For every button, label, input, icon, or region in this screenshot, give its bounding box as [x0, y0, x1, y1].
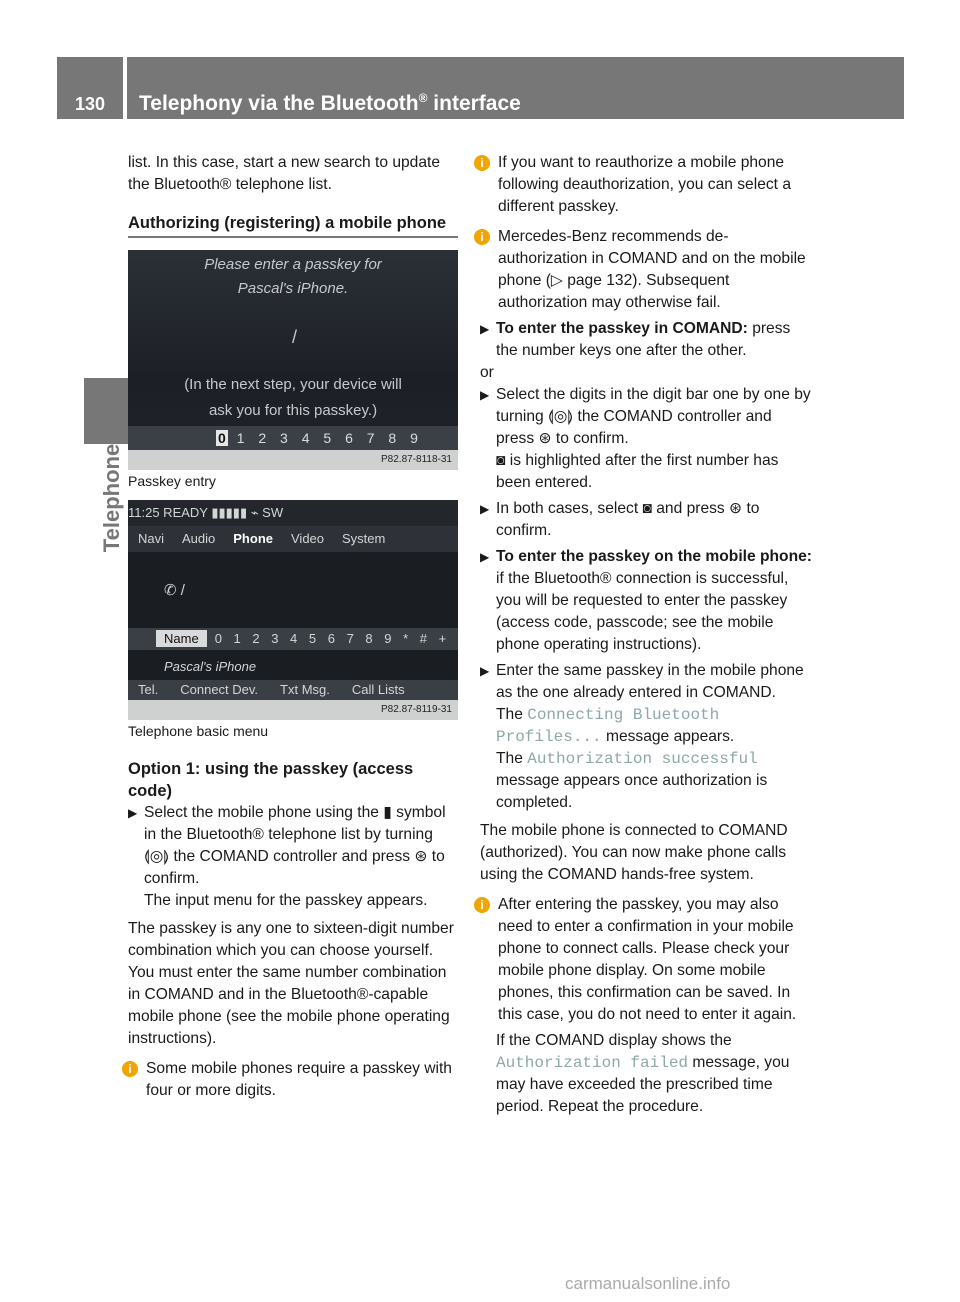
step-enter-comand: ▶ To enter the passkey in COMAND: press the number keys one after the other. [480, 320, 791, 359]
digit-bar [128, 426, 458, 450]
auth-success-message: The Authorization successful message appears once authorization is completed. [496, 750, 768, 811]
info-icon: i [474, 229, 490, 245]
msg-connecting: Connecting Bluetooth Profiles... [496, 706, 720, 746]
softkey-bar [128, 680, 458, 700]
softkey-txt: Txt Msg. [280, 682, 330, 697]
heading-rule [128, 236, 458, 238]
screen-line-2: Pascal's iPhone. [237, 280, 349, 297]
connecting-message: The Connecting Bluetooth Profiles... message appears. [496, 706, 735, 746]
passkey-paragraph: The passkey is any one to sixteen-digit number combination which you can choose yourself. You must enter the same number combination in COMAND and in the Bluetooth®-capable mobile phone (see the mobile phone operating instructions). [128, 920, 454, 1047]
screen-line-1: Please enter a passkey for [204, 256, 382, 273]
title-end: interface [427, 92, 521, 115]
connected-paragraph: The mobile phone is connected to COMAND (authorized). You can now make phone calls using the COMAND hands-free system. [480, 822, 788, 883]
name-button: Name [156, 630, 207, 647]
digit-list-2: 0 1 2 3 4 5 6 7 8 9 * # + [214, 631, 451, 646]
section-heading: Authorizing (registering) a mobile phone [128, 214, 447, 232]
screenshot-passkey-entry [128, 250, 458, 470]
softkey-calls: Call Lists [351, 682, 405, 697]
step-both-cases: ▶ In both cases, select ◙ and press ⊛ to confirm. [480, 500, 760, 539]
option1-heading: Option 1: using the passkey (access code) [128, 760, 414, 800]
digit-bar-2 [128, 628, 458, 650]
step-select-note: ◙ is highlighted after the first number has been entered. [496, 452, 779, 491]
softkey-connect: Connect Dev. [180, 682, 259, 697]
caption-passkey: Passkey entry [128, 473, 216, 489]
right-column [480, 152, 814, 1118]
page-title [139, 91, 521, 116]
digit-selected: 0 [218, 430, 226, 446]
info-after-passkey: i After entering the passkey, you may also need to enter a confirmation in your mobile phone to connect calls. Please check your mobile phone display. On some mobile phones, this confirmation can be saved. In this case, you do not need to enter it again. [480, 894, 814, 1026]
info-icon: i [474, 155, 490, 171]
page-header [57, 57, 904, 119]
left-column [128, 152, 458, 1102]
step1-result: The input menu for the passkey appears. [144, 892, 428, 909]
screen-line-4: ask you for this passkey.) [208, 402, 378, 419]
msg-auth-successful: Authorization successful [527, 750, 758, 768]
step-same-passkey: ▶ Enter the same passkey in the mobile phone as the one already entered in COMAND. [480, 662, 804, 701]
msg-auth-failed: Authorization failed [496, 1054, 689, 1072]
page-number: 130 [74, 94, 106, 114]
step-select-digits: ▶ Select the digits in the digit bar one by one by turning ⟬◎⟭ the COMAND controller and press ⊛ to confirm. [480, 386, 811, 447]
menu-navi: Navi [138, 531, 165, 546]
menu-audio: Audio [182, 531, 216, 546]
device-entry: Pascal's iPhone [164, 659, 257, 674]
phone-input: ✆ / [164, 582, 185, 599]
step-select-phone: ▶ Select the mobile phone using the ▮ symbol in the Bluetooth® telephone list by turning ⟬◎⟭ the COMAND controller and press ⊛ to confirm. [128, 804, 446, 887]
info-icon: i [122, 1061, 138, 1077]
footer-watermark: carmanualsonline.info [565, 1274, 731, 1293]
header-separator [123, 57, 127, 119]
intro-text: list. In this case, start a new search to update the Bluetooth® telephone list. [128, 154, 441, 193]
screenshot-telephone-menu [128, 500, 458, 720]
menu-video: Video [291, 531, 325, 546]
caption-menu: Telephone basic menu [128, 723, 269, 739]
status-bar: 11:25 READY ▮▮▮▮▮ ⌁ SW [128, 500, 458, 526]
info-recommend: i Mercedes-Benz recommends de-authorization in COMAND and on the mobile phone (▷ page 132). Subsequent authorization may otherwise fail. [480, 226, 814, 314]
menu-phone: Phone [233, 531, 273, 546]
info-icon: i [474, 897, 490, 913]
digit-list: 1 2 3 4 5 6 7 8 9 [236, 430, 423, 446]
info-reauthorize: i If you want to reauthorize a mobile phone following deauthorization, you can select a different passkey. [480, 152, 814, 218]
softkey-tel: Tel. [138, 682, 159, 697]
or-text: or [480, 364, 494, 381]
auth-failed-message: If the COMAND display shows the Authorization failed message, you may have exceeded the prescribed time period. Repeat the procedure. [496, 1032, 790, 1115]
figure-code: P82.87-8118-31 [128, 450, 458, 470]
menu-system: System [342, 531, 386, 546]
info-four-digits: i Some mobile phones require a passkey with four or more digits. [128, 1058, 458, 1102]
step-enter-mobile: ▶ To enter the passkey on the mobile phone: if the Bluetooth® connection is successful, you will be requested to enter the passkey (access code, passcode; see the mobile phone operating instructions). [480, 548, 812, 653]
screen-line-3: (In the next step, your device will [184, 376, 402, 393]
side-label-text: Telephone [99, 443, 124, 553]
figure-code-2: P82.87-8119-31 [128, 700, 458, 720]
title-text: Telephony via the Bluetooth [139, 92, 419, 115]
screen-cursor: / [292, 327, 298, 347]
title-reg: ® [418, 91, 428, 105]
main-menu [128, 526, 458, 552]
